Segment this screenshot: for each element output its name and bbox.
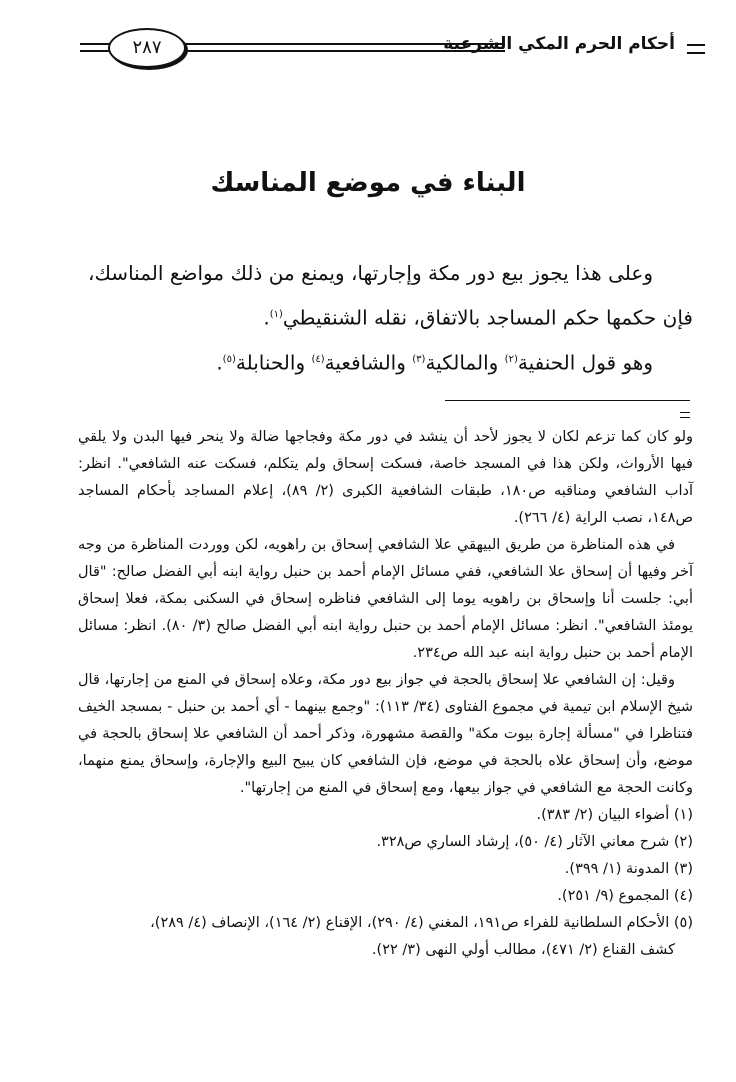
footnote-5: (٥) الأحكام السلطانية للفراء ص١٩١، المغني (٤/ ٢٩٠)، الإقناع (٢/ ١٦٤)، الإنصاف (٤/ ٢٨٩)، <box>150 915 693 931</box>
period: . <box>263 305 270 330</box>
footnote-4: (٤) المجموع (٩/ ٢٥١). <box>557 888 693 904</box>
main-line-3-c: والشافعية <box>324 350 413 375</box>
page-number: ٢٨٧ <box>108 28 186 68</box>
book-title: أحكام الحرم المكي الشرعية <box>443 34 675 54</box>
footnote-ref-4: (٤) <box>311 353 325 365</box>
main-line-2 <box>88 294 693 339</box>
footnote-ref-3: (٣) <box>412 353 426 365</box>
footnote-ref-1: (١) <box>269 309 283 320</box>
continuation-mark <box>680 412 690 418</box>
footnote-ref-5: (٥) <box>222 353 236 365</box>
running-header <box>80 28 705 64</box>
main-line-2-text: فإن حكمها حكم المساجد بالاتفاق، نقله الشنقيطي <box>282 305 693 330</box>
footnote-5-continued: كشف القناع (٢/ ٤٧١)، مطالب أولي النهى (٣/ ٢٢). <box>371 942 675 958</box>
main-text <box>88 252 693 383</box>
header-rule-left <box>80 43 110 52</box>
main-line-3-a: وهو قول الحنفية <box>517 350 653 375</box>
footnote-3: (٣) المدونة (١/ ٣٩٩). <box>564 861 693 877</box>
header-rule <box>180 43 505 52</box>
main-line-3-d: والحنابلة <box>235 350 312 375</box>
footnote-ref-2: (٢) <box>504 353 518 365</box>
continued-note-para-2: في هذه المناظرة من طريق البيهقي علا الشافعي إسحاق بن راهويه، لكن ووردت المناظرة من وجه آخر وفيها أن إسحاق علا الشافعي، ففي مسائل الإمام أحمد بن حنبل رواية ابنه أبي الفضل صالح: "قال أبي: جلست أنا وإسحاق بن راهويه يوما إلى الشافعي فناظره إسحاق في السكنى بمكة، فعلا إسحاق يومئذ الشافعي". انظر: مسائل الإمام أحمد بن حنبل رواية ابنه أبي الفضل صالح (٣/ ٨٠). انظر: مسائل الإمام أحمد بن حنبل رواية ابنه عبد الله ص٢٣٤. <box>78 537 693 661</box>
continued-note-para-3: وقيل: إن الشافعي علا إسحاق بالحجة في جواز بيع دور مكة، وعلاه إسحاق في المنع من إجارتها، قال شيخ الإسلام ابن تيمية في مجموع الفتاوى (٣٤/ ١١٣): "وجمع بينهما - أي أحمد بن حنبل - بمسجد الخيف فتناظرا في "مسألة إجارة بيوت مكة" والقصة مشهورة، وذكر أحمد أن الشافعي علا إسحاق بالحجة في موضع، وأن إسحاق علاه بالحجة في موضع، فإن الشافعي كان يبيح البيع والإجارة، وإسحاق يمنع منهما، وكانت الحجة مع الشافعي في جواز بيعها، ومع إسحاق في المنع من إجارتها". <box>78 672 693 796</box>
main-line-1: وعلى هذا يجوز بيع دور مكة وإجارتها، ويمنع من ذلك مواضع المناسك، <box>88 261 653 285</box>
footnote-2: (٢) شرح معاني الآثار (٤/ ٥٠)، إرشاد الساري ص٣٢٨. <box>376 834 693 850</box>
continued-note-para-1: ولو كان كما تزعم لكان لا يجوز لأحد أن ينشد في دور مكة وفجاجها ضالة ولا ينحر فيها البدن ولا يلقي فيها الأرواث، ولكن هذا في المسجد خاصة، فسكت إسحاق ولم يتكلم، فسكت عنه الشافعي". انظر: آداب الشافعي ومناقبه ص١٨٠، طبقات الشافعية الكبرى (٢/ ٨٩)، إعلام المساجد بأحكام المساجد ص١٤٨، نصب الراية (٤/ ٢٦٦). <box>78 429 693 526</box>
section-title: البناء في موضع المناسك <box>210 168 526 198</box>
footnote-separator <box>445 400 690 401</box>
main-line-3-b: والمالكية <box>425 350 505 375</box>
header-ornament <box>687 44 705 54</box>
footnote-1: (١) أضواء البيان (٢/ ٣٨٣). <box>536 807 693 823</box>
main-line-3 <box>88 339 693 384</box>
footnotes <box>78 424 693 964</box>
period: . <box>216 350 223 375</box>
